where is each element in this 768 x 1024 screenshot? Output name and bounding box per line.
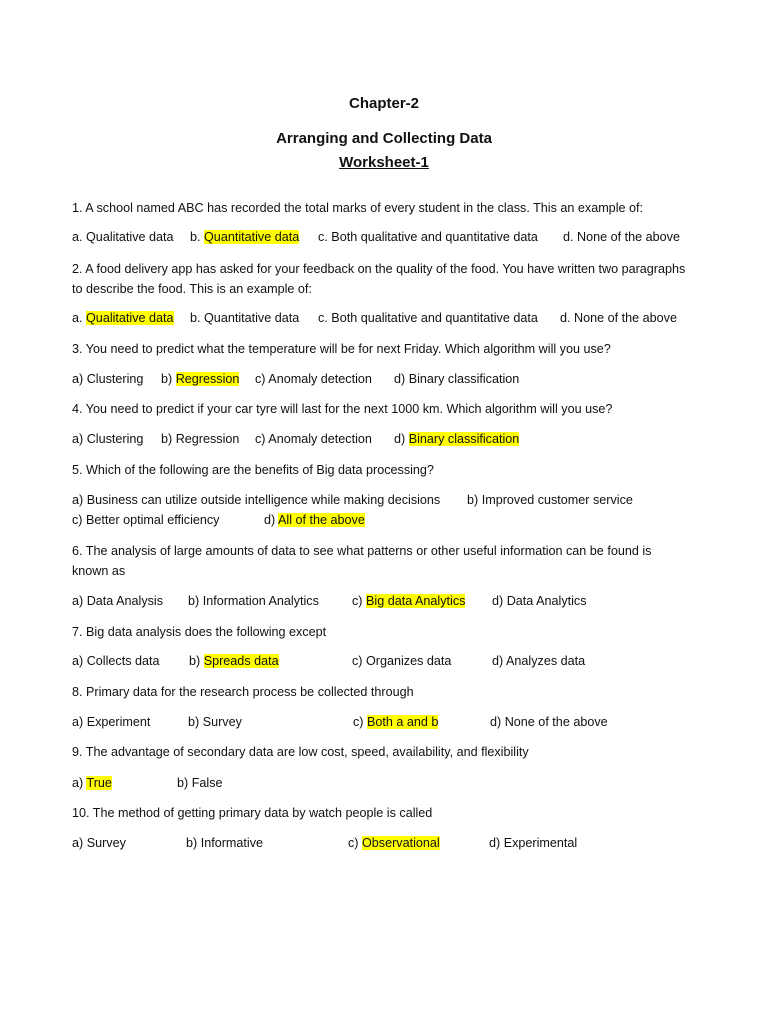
answer-option — [72, 310, 174, 326]
answer-option — [72, 229, 174, 245]
highlighted-answer: Big data Analytics — [366, 594, 466, 608]
option-letter: b) — [189, 654, 204, 668]
question-text: 5. Which of the following are the benefits of Big data processing? — [72, 463, 434, 477]
option-letter: d. — [560, 311, 575, 325]
option-text: Clustering — [86, 432, 144, 446]
answer-option — [72, 431, 143, 447]
highlighted-answer: Observational — [362, 836, 440, 850]
highlighted-answer: Binary classification — [408, 432, 520, 446]
answer-option — [255, 431, 372, 447]
answer-option — [72, 714, 150, 730]
option-letter: c. — [318, 230, 332, 244]
answer-option — [188, 714, 242, 730]
option-text: Qualitative data — [86, 230, 174, 244]
question-text: 6. The analysis of large amounts of data to see what patterns or other useful information can be found is — [72, 544, 652, 558]
option-letter: b) — [161, 372, 176, 386]
option-letter: a) — [72, 432, 87, 446]
option-text: Regression — [175, 432, 240, 446]
answer-option — [72, 835, 126, 851]
option-text: Binary classification — [408, 372, 520, 386]
option-text: Information Analytics — [202, 594, 319, 608]
answer-option — [161, 431, 239, 447]
option-text: Data Analytics — [506, 594, 587, 608]
option-letter: b. — [190, 230, 205, 244]
option-text: Business can utilize outside intelligence while making decisions — [86, 493, 441, 507]
option-letter: c. — [318, 311, 332, 325]
answer-option — [394, 431, 519, 447]
option-letter: b) — [177, 776, 192, 790]
option-text: Data Analysis — [86, 594, 164, 608]
answer-option — [352, 653, 451, 669]
answer-option — [255, 371, 372, 387]
option-text: Experiment — [86, 715, 151, 729]
question-text: 10. The method of getting primary data by watch people is called — [72, 806, 433, 820]
option-letter: a) — [72, 372, 87, 386]
answer-option — [188, 593, 319, 609]
question-text: 9. The advantage of secondary data are low cost, speed, availability, and flexibility — [72, 745, 529, 759]
option-text: Survey — [202, 715, 242, 729]
highlighted-answer: Regression — [175, 372, 240, 386]
answer-option — [161, 371, 239, 387]
option-text: Both qualitative and quantitative data — [331, 230, 538, 244]
option-letter: d) — [264, 513, 279, 527]
answer-option — [190, 310, 299, 326]
answer-option — [177, 775, 223, 791]
option-letter: b) — [467, 493, 482, 507]
option-letter: d) — [394, 432, 409, 446]
option-text: Both qualitative and quantitative data — [331, 311, 538, 325]
highlighted-answer: Spreads data — [203, 654, 279, 668]
option-letter: c) — [352, 594, 366, 608]
option-letter: c) — [72, 513, 86, 527]
option-letter: a. — [72, 230, 87, 244]
option-text: Clustering — [86, 372, 144, 386]
question-text: to describe the food. This is an example of: — [72, 282, 312, 296]
option-letter: a) — [72, 654, 87, 668]
option-text: Informative — [200, 836, 263, 850]
option-text: Anomaly detection — [268, 372, 372, 386]
answer-option — [489, 835, 577, 851]
option-letter: a) — [72, 493, 87, 507]
answer-option — [560, 310, 677, 326]
option-letter: b) — [188, 594, 203, 608]
option-letter: b. — [190, 311, 205, 325]
option-text: Analyzes data — [506, 654, 586, 668]
option-text: Quantitative data — [204, 311, 300, 325]
option-letter: c) — [255, 372, 269, 386]
answer-option — [72, 593, 163, 609]
option-letter: c) — [352, 654, 366, 668]
highlighted-answer: All of the above — [278, 513, 365, 527]
option-letter: b) — [188, 715, 203, 729]
option-text: Anomaly detection — [268, 432, 372, 446]
answer-option — [490, 714, 608, 730]
option-letter: d. — [563, 230, 578, 244]
question-text: known as — [72, 564, 126, 578]
answer-option — [318, 229, 538, 245]
option-letter: a) — [72, 594, 87, 608]
highlighted-answer: True — [86, 776, 112, 790]
option-letter: b) — [186, 836, 201, 850]
option-letter: d) — [490, 715, 505, 729]
answer-option — [72, 371, 143, 387]
option-letter: d) — [394, 372, 409, 386]
option-letter: c) — [255, 432, 269, 446]
question-text: 1. A school named ABC has recorded the total marks of every student in the class. This an example of: — [72, 201, 643, 215]
option-letter: c) — [353, 715, 367, 729]
option-letter: d) — [489, 836, 504, 850]
option-letter: d) — [492, 654, 507, 668]
option-letter: a. — [72, 311, 87, 325]
question-text: 7. Big data analysis does the following except — [72, 625, 327, 639]
option-text: None of the above — [574, 311, 677, 325]
answer-option — [492, 593, 587, 609]
answer-option — [264, 512, 365, 528]
option-text: False — [191, 776, 223, 790]
option-letter: a) — [72, 715, 87, 729]
answer-option — [72, 492, 440, 508]
highlighted-answer: Qualitative data — [86, 311, 174, 325]
answer-option — [72, 653, 160, 669]
question-text: 3. You need to predict what the temperature will be for next Friday. Which algorithm will you use? — [72, 342, 611, 356]
answer-option — [467, 492, 633, 508]
option-letter: a) — [72, 836, 87, 850]
question-text: 2. A food delivery app has asked for your feedback on the quality of the food. You have written two paragraphs — [72, 262, 686, 276]
answer-option — [352, 593, 465, 609]
highlighted-answer: Both a and b — [367, 715, 439, 729]
answer-option — [353, 714, 438, 730]
option-text: Organizes data — [366, 654, 452, 668]
answer-option — [563, 229, 680, 245]
option-text: Improved customer service — [481, 493, 633, 507]
option-text: Collects data — [86, 654, 160, 668]
worksheet-subtitle — [0, 154, 768, 172]
option-letter: a) — [72, 776, 87, 790]
answer-option — [186, 835, 263, 851]
chapter-heading: Chapter-2 — [348, 95, 419, 112]
answer-option — [348, 835, 440, 851]
question-text: 8. Primary data for the research process be collected through — [72, 685, 414, 699]
highlighted-answer: Quantitative data — [204, 230, 300, 244]
option-letter: d) — [492, 594, 507, 608]
option-letter: b) — [161, 432, 176, 446]
worksheet-number: Worksheet-1 — [339, 154, 429, 171]
answer-option — [318, 310, 538, 326]
question-text: 4. You need to predict if your car tyre will last for the next 1000 km. Which algorithm will you use? — [72, 402, 613, 416]
option-text: None of the above — [577, 230, 680, 244]
option-text: Experimental — [503, 836, 578, 850]
option-text: Survey — [86, 836, 126, 850]
answer-option — [72, 775, 112, 791]
option-text: None of the above — [504, 715, 608, 729]
answer-option — [394, 371, 519, 387]
answer-option — [189, 653, 279, 669]
option-letter: c) — [348, 836, 362, 850]
answer-option — [492, 653, 585, 669]
option-text: Better optimal efficiency — [86, 513, 220, 527]
worksheet-title: Arranging and Collecting Data — [276, 130, 492, 147]
answer-option — [72, 512, 219, 528]
answer-option — [190, 229, 299, 245]
